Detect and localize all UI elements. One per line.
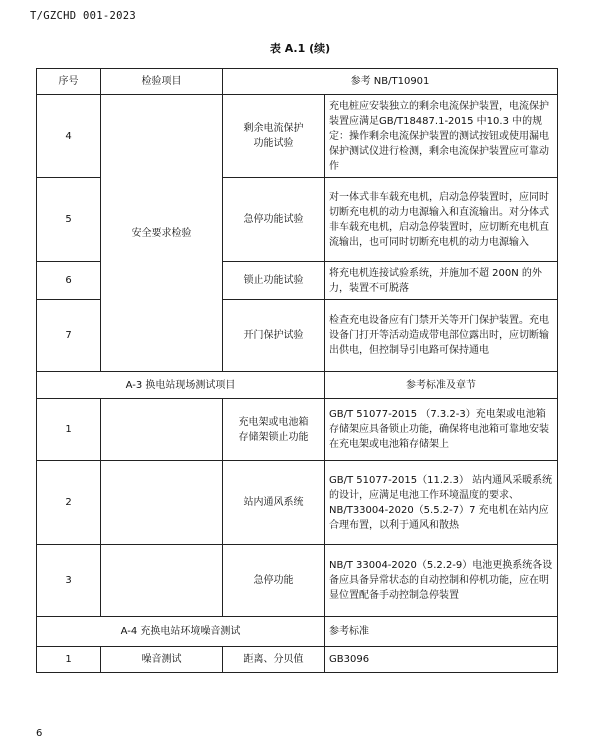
header-item: 检验项目: [101, 69, 223, 95]
row-subitem: 锁止功能试验: [223, 262, 325, 300]
row-no: 3: [37, 545, 101, 617]
group-label-safety: 安全要求检验: [101, 95, 223, 372]
row-subitem: 急停功能试验: [223, 178, 325, 262]
table-caption: 表 A.1 (续): [269, 42, 331, 55]
row-item-empty: [101, 545, 223, 617]
page-number: 6: [36, 728, 43, 739]
table-row: [37, 95, 558, 178]
table-row: [37, 647, 558, 673]
section-ref: 参考标准及章节: [325, 372, 558, 399]
row-description: GB/T 51077-2015（11.2.3） 站内通风采暖系统的设计，应满足电池工作环境温度的要求、NB/T33004-2020（5.5.2-7）7 充电机在站内应合理布置，以利于通风和散热: [325, 461, 558, 545]
row-no: 4: [37, 95, 101, 178]
row-no: 6: [37, 262, 101, 300]
row-subitem: 充电架或电池箱 存储架锁止功能: [223, 399, 325, 461]
row-description: 充电桩应安装独立的剩余电流保护装置，电流保护装置应满足GB/T18487.1-2015 中10.3 中的规定：操作剩余电流保护装置的测试按钮或使用漏电保护测试仪进行检测，剩余电流保护装置应可靠动作: [325, 95, 558, 178]
row-no: 5: [37, 178, 101, 262]
row-no: 1: [37, 647, 101, 673]
row-subitem: 剩余电流保护 功能试验: [223, 95, 325, 178]
row-description: GB/T 51077-2015 （7.3.2-3）充电架或电池箱存储架应具备锁止功能，确保将电池箱可靠地安装在充电架或电池箱存储架上: [325, 399, 558, 461]
row-subitem: 开门保护试验: [223, 300, 325, 372]
inspection-table: [36, 68, 558, 673]
row-item: 噪音测试: [101, 647, 223, 673]
row-item-empty: [101, 461, 223, 545]
row-subitem: 站内通风系统: [223, 461, 325, 545]
row-description: 将充电机连接试验系统，并施加不超 200N 的外力，装置不可脱落: [325, 262, 558, 300]
header-ref: 参考 NB/T10901: [223, 69, 558, 95]
row-no: 2: [37, 461, 101, 545]
section-title: A-4 充换电站环境噪音测试: [37, 617, 325, 647]
row-no: 1: [37, 399, 101, 461]
row-subitem: 距离、分贝值: [223, 647, 325, 673]
section-header-row: [37, 372, 558, 399]
table-row: [37, 545, 558, 617]
row-description: 检查充电设备应有门禁开关等开门保护装置。充电设备门打开等活动造成带电部位露出时，应切断输出供电，但控制导引电路可保持通电: [325, 300, 558, 372]
section-title: A-3 换电站现场测试项目: [37, 372, 325, 399]
row-item-empty: [101, 399, 223, 461]
section-ref: 参考标准: [325, 617, 558, 647]
table-row: [37, 399, 558, 461]
document-code: T/GZCHD 001-2023: [30, 10, 136, 22]
row-description: 对一体式非车载充电机，启动急停装置时，应同时切断充电机的动力电源输入和直流输出。对分体式非车载充电机，启动急停装置时，应切断充电机直流输出，也可同时切断充电机的动力电源输入: [325, 178, 558, 262]
row-description: GB3096: [325, 647, 558, 673]
row-description: NB/T 33004-2020（5.2.2-9）电池更换系统各设备应具备异常状态的自动控制和停机功能，应在明显位置配备手动控制急停装置: [325, 545, 558, 617]
header-no: 序号: [37, 69, 101, 95]
section-header-row: [37, 617, 558, 647]
table-row: [37, 461, 558, 545]
table-header-row: [37, 69, 558, 95]
row-subitem: 急停功能: [223, 545, 325, 617]
row-no: 7: [37, 300, 101, 372]
